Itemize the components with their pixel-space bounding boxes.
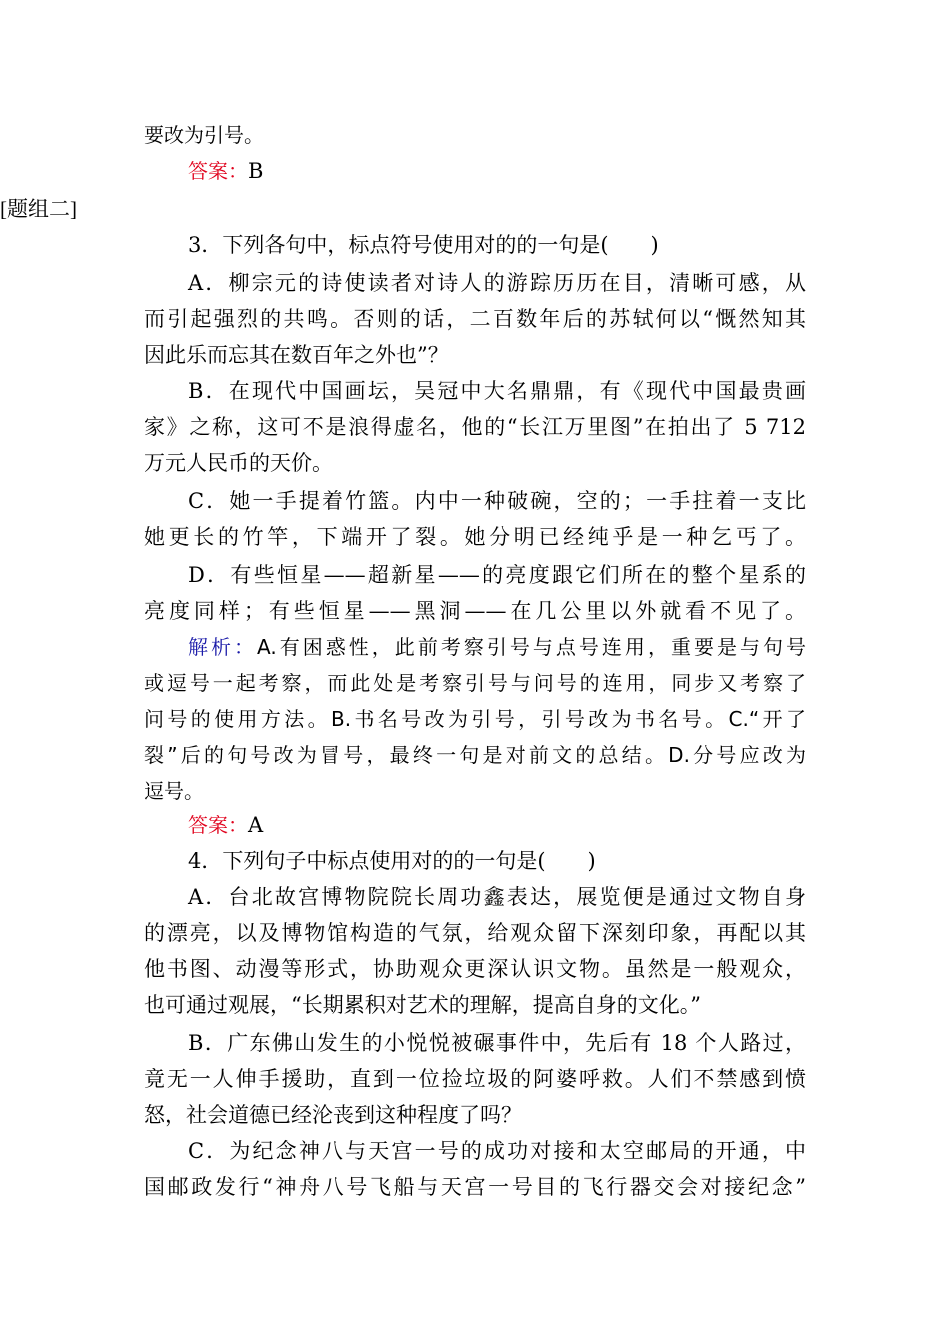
option-line: B．广东佛山发生的小悦悦被碾事件中，先后有 18 个人路过， xyxy=(188,1031,806,1055)
analysis-line: 逗号。 xyxy=(144,779,204,803)
answer-line xyxy=(188,812,263,838)
analysis-line: 问号的使用方法。B.书名号改为引号，引号改为书名号。C.“开了 xyxy=(144,707,806,731)
option-line: 的漂亮，以及博物馆构造的气氛，给观众留下深刻印象，再配以其 xyxy=(144,921,806,945)
option-line: 怒，社会道德已经沦丧到这种程度了吗？ xyxy=(144,1103,522,1127)
option-line: 家》之称，这可不是浪得虚名，他的“长江万里图”在拍出了 5 712 xyxy=(144,415,806,439)
answer-label: 答案： xyxy=(188,813,248,837)
option-line: 国邮政发行“神舟八号飞船与天宫一号目的飞行器交会对接纪念” xyxy=(144,1175,806,1199)
question-stem: 4．下列句子中标点使用对的的一句是( ) xyxy=(188,849,596,873)
option-line: 他书图、动漫等形式，协助观众更深认识文物。虽然是一般观众， xyxy=(144,957,806,981)
analysis-line: 或逗号一起考察，而此处是考察引号与问号的连用，同步又考察了 xyxy=(144,671,806,695)
option-line: 而引起强烈的共鸣。否则的话，二百数年后的苏轼何以“慨然知其 xyxy=(144,307,806,331)
option-line: 因此乐而忘其在数百年之外也”？ xyxy=(144,343,449,367)
question-stem: 3．下列各句中，标点符号使用对的的一句是( ) xyxy=(188,233,659,257)
analysis-line xyxy=(188,634,806,660)
option-line: C．她一手提着竹篮。内中一种破碗，空的；一手拄着一支比 xyxy=(188,489,806,513)
answer-value: A xyxy=(248,813,264,837)
answer-line xyxy=(188,158,263,184)
analysis-line: 裂”后的句号改为冒号，最终一句是对前文的总结。D.分号应改为 xyxy=(144,743,806,767)
analysis-text: A.有困惑性，此前考察引号与点号连用，重要是与句号 xyxy=(257,635,807,659)
option-line: 万元人民币的天价。 xyxy=(144,451,333,475)
option-line: A．台北故宫博物院院长周功鑫表达，展览便是通过文物自身 xyxy=(188,885,806,909)
option-line: 亮度同样；有些恒星——黑洞——在几公里以外就看不见了。 xyxy=(144,599,806,623)
option-line: 也可通过观展，“长期累积对艺术的理解，提高自身的文化。” xyxy=(144,993,701,1017)
section-heading: [题组二] xyxy=(0,197,77,221)
answer-label: 答案： xyxy=(188,159,248,183)
option-line: 她更长的竹竿，下端开了裂。她分明已经纯乎是一种乞丐了。 xyxy=(144,525,806,549)
option-line: A．柳宗元的诗使读者对诗人的游踪历历在目，清晰可感，从 xyxy=(188,271,806,295)
answer-value: B xyxy=(248,159,264,183)
option-line: D．有些恒星——超新星——的亮度跟它们所在的整个星系的 xyxy=(188,563,806,587)
analysis-label: 解析： xyxy=(188,635,258,659)
text-line: 要改为引号。 xyxy=(144,123,264,147)
option-line: C．为纪念神八与天宫一号的成功对接和太空邮局的开通，中 xyxy=(188,1139,806,1163)
option-line: 竟无一人伸手援助，直到一位捡垃圾的阿婆呼救。人们不禁感到愤 xyxy=(144,1067,806,1091)
option-line: B．在现代中国画坛，吴冠中大名鼎鼎，有《现代中国最贵画 xyxy=(188,379,806,403)
